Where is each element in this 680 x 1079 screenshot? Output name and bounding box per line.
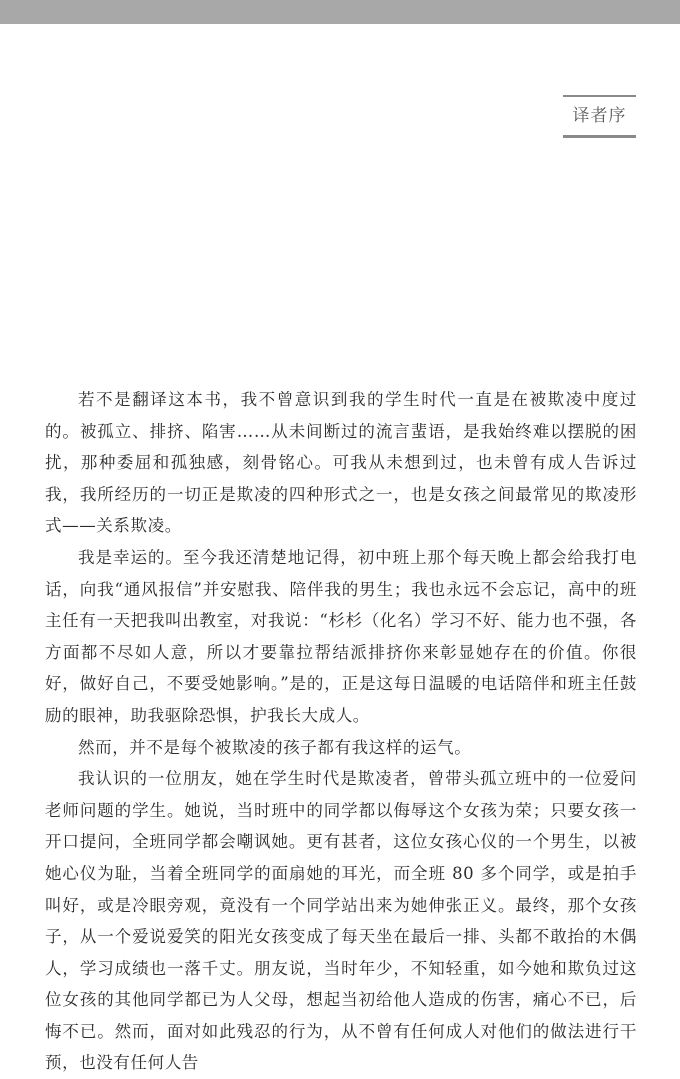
paragraph-2: 我是幸运的。至今我还清楚地记得，初中班上那个每天晚上都会给我打电话，向我“通风报信”并安慰我、陪伴我的男生；我也永远不会忘记，高中的班主任有一天把我叫出教室，对我说：“杉杉（化名）学习不好、能力也不强，各方面都不尽如人意，所以才要靠拉帮结派排挤你来彰显她存在的价值。你很好，做好自己，不要受她影响。”是的，正是这每日温暖的电话陪伴和班主任鼓励的眼神，助我驱除恐惧，护我长大成人。 (45, 547, 637, 725)
section-title: 译者序 (572, 106, 627, 126)
top-decorative-bar (0, 0, 680, 24)
paragraph-4: 我认识的一位朋友，她在学生时代是欺凌者，曾带头孤立班中的一位爱问老师问题的学生。她说，当时班中的同学都以侮辱这个女孩为荣；只要女孩一开口提问，全班同学都会嘲讽她。更有甚者，这位女孩心仪的一个男生，以被她心仪为耻，当着全班同学的面扇她的耳光，而全班 80 多个同学，或是拍手叫好，或是冷眼旁观，竟没有一个同学站出来为她伸张正义。最终，那个女孩子，从一个爱说爱笑的阳光女孩变成了每天坐在最后一排、头都不敢抬的木偶人，学习成绩也一落千丈。朋友说，当时年少，不知轻重，如今她和欺负过这位女孩的其他同学都已为人父母，想起当初给他人造成的伤害，痛心不已，后悔不已。然而，面对如此残忍的行为，从不曾有任何成人对他们的做法进行干预，也没有任何人告 (45, 769, 637, 1073)
section-label (563, 95, 636, 138)
section-label-bottom-rule (563, 135, 636, 138)
body-text (45, 384, 637, 1079)
paragraph-1: 若不是翻译这本书，我不曾意识到我的学生时代一直是在被欺凌中度过的。被孤立、排挤、陷害……从未间断过的流言蜚语，是我始终难以摆脱的困扰，那种委屈和孤独感，刻骨铭心。可我从未想到过，也未曾有成人告诉过我，我所经历的一切正是欺凌的四种形式之一，也是女孩之间最常见的欺凌形式——关系欺凌。 (45, 390, 637, 536)
paragraph-3: 然而，并不是每个被欺凌的孩子都有我这样的运气。 (78, 737, 472, 757)
